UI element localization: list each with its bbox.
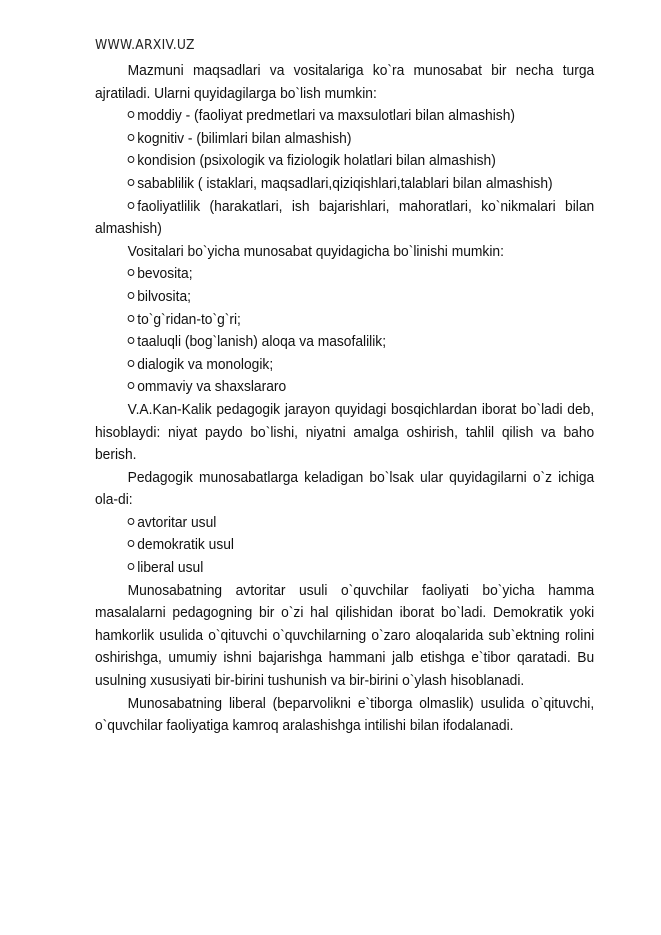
paragraph-kan-kalik: V.A.Kan-Kalik pedagogik jarayon quyidagi bosqichlardan iborat bo`ladi deb, hisoblaydi: niyat paydo bo`lishi, niyatni amalga oshirish, tahlil qilish va baho berish. <box>95 401 595 464</box>
list-item: demokratik usul <box>95 534 594 557</box>
list-item: ommaviy va shaxslararo <box>95 376 594 399</box>
list-item: to`g`ridan-to`g`ri; <box>95 309 594 332</box>
paragraph-means: Vositalari bo`yicha munosabat quyidagicha bo`linishi mumkin: <box>127 243 504 260</box>
bullet-icon <box>128 156 135 163</box>
bullet-icon <box>128 540 135 547</box>
bullet-icon <box>128 382 135 389</box>
bullet-icon <box>128 179 135 186</box>
bullet-icon <box>128 563 135 570</box>
list-item: moddiy - (faoliyat predmetlari va maxsulotlari bilan almashish) <box>95 105 594 128</box>
bullet-icon <box>128 518 135 525</box>
paragraph-pedagogical: Pedagogik munosabatlarga keladigan bo`lsak ular quyidagilarni o`z ichiga ola-di: <box>95 469 595 509</box>
list-item: kognitiv - (bilimlari bilan almashish) <box>95 128 594 151</box>
bullet-icon <box>128 292 135 299</box>
list-item: taaluqli (bog`lanish) aloqa va masofalilik; <box>95 331 594 354</box>
paragraph-intro: Mazmuni maqsadlari va vositalariga ko`ra munosabat bir necha turga ajratiladi. Ularni quyidagilarga bo`lish mumkin: <box>95 63 595 102</box>
bullet-icon <box>128 134 135 141</box>
list-item: bevosita; <box>95 263 594 286</box>
list-item: bilvosita; <box>95 286 594 309</box>
list-item: avtoritar usul <box>95 512 594 535</box>
paragraph-liberal: Munosabatning liberal (beparvolikni e`tiborga olmaslik) usulida o`qituvchi, o`quvchilar faoliyatiga kamroq aralashishga intilishi bilan ifodalanadi. <box>95 695 595 735</box>
list-item: kondision (psixologik va fiziologik holatlari bilan almashish) <box>95 150 594 173</box>
bullet-icon <box>128 315 135 322</box>
paragraph-authoritarian: Munosabatning avtoritar usuli o`quvchilar faoliyati bo`yicha hamma masalalarni pedagogning bir o`zi hal qilishidan iborat bo`ladi. Demokratik yoki hamkorlik usulida o`qituvchi o`quvchilarning o`zaro aloqalarida sub`ektning rolini oshirishga, umumiy ishni bajarishga hammani jalb etishga e`tibor qaratadi. Bu usulning xususiyati bir-birini tushunish va bir-birini o`ylash hisoblanadi. <box>95 582 595 690</box>
bullet-icon <box>128 360 135 367</box>
bullet-icon <box>128 111 135 118</box>
bullet-icon <box>128 269 135 276</box>
list-item: faoliyatlilik (harakatlari, ish bajarishlari, mahoratlari, ko`nikmalari bilan almashish) <box>95 198 595 238</box>
list-item: sabablilik ( istaklari, maqsadlari,qiziqishlari,talablari bilan almashish) <box>95 173 594 196</box>
document-body <box>95 60 594 738</box>
list-item: dialogik va monologik; <box>95 354 594 377</box>
bullet-icon <box>128 202 135 209</box>
watermark: WWW.ARXIV.UZ <box>95 38 195 53</box>
bullet-icon <box>128 337 135 344</box>
list-item: liberal usul <box>95 557 594 580</box>
